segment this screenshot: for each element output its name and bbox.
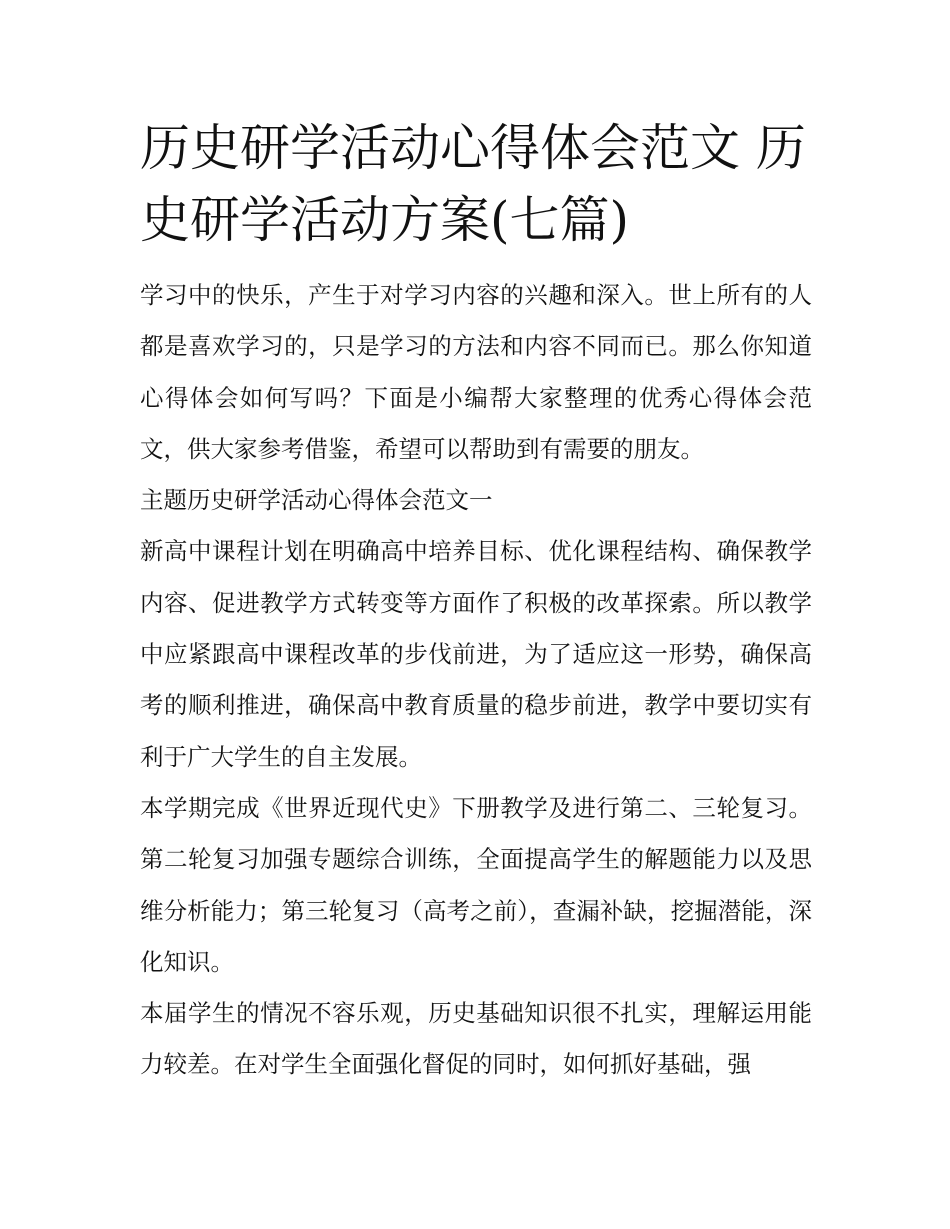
body-paragraph: 本学期完成《世界近现代史》下册教学及进行第二、三轮复习。第二轮复习加强专题综合训练，全面提高学生的解题能力以及思维分析能力；第三轮复习（高考之前），查漏补缺，挖掘潜能，深化知识。 [140, 793, 812, 976]
document-body [140, 112, 812, 1091]
section-heading: 主题历史研学活动心得体会范文一 [140, 486, 493, 515]
document-title: 历史研学活动心得体会范文 历史研学活动方案(七篇) [140, 119, 806, 249]
body-paragraph: 本届学生的情况不容乐观，历史基础知识很不扎实，理解运用能力较差。在对学生全面强化督促的同时，如何抓好基础，强 [140, 999, 812, 1079]
body-paragraph: 新高中课程计划在明确高中培养目标、优化课程结构、确保教学内容、促进教学方式转变等方面作了积极的改革探索。所以教学中应紧跟高中课程改革的步伐前进，为了适应这一形势，确保高考的顺利推进，确保高中教育质量的稳步前进，教学中要切实有利于广大学生的自主发展。 [140, 537, 812, 771]
intro-paragraph: 学习中的快乐，产生于对学习内容的兴趣和深入。世上所有的人都是喜欢学习的，只是学习的方法和内容不同而已。那么你知道心得体会如何写吗？下面是小编帮大家整理的优秀心得体会范文，供大家参考借鉴，希望可以帮助到有需要的朋友。 [140, 281, 812, 463]
